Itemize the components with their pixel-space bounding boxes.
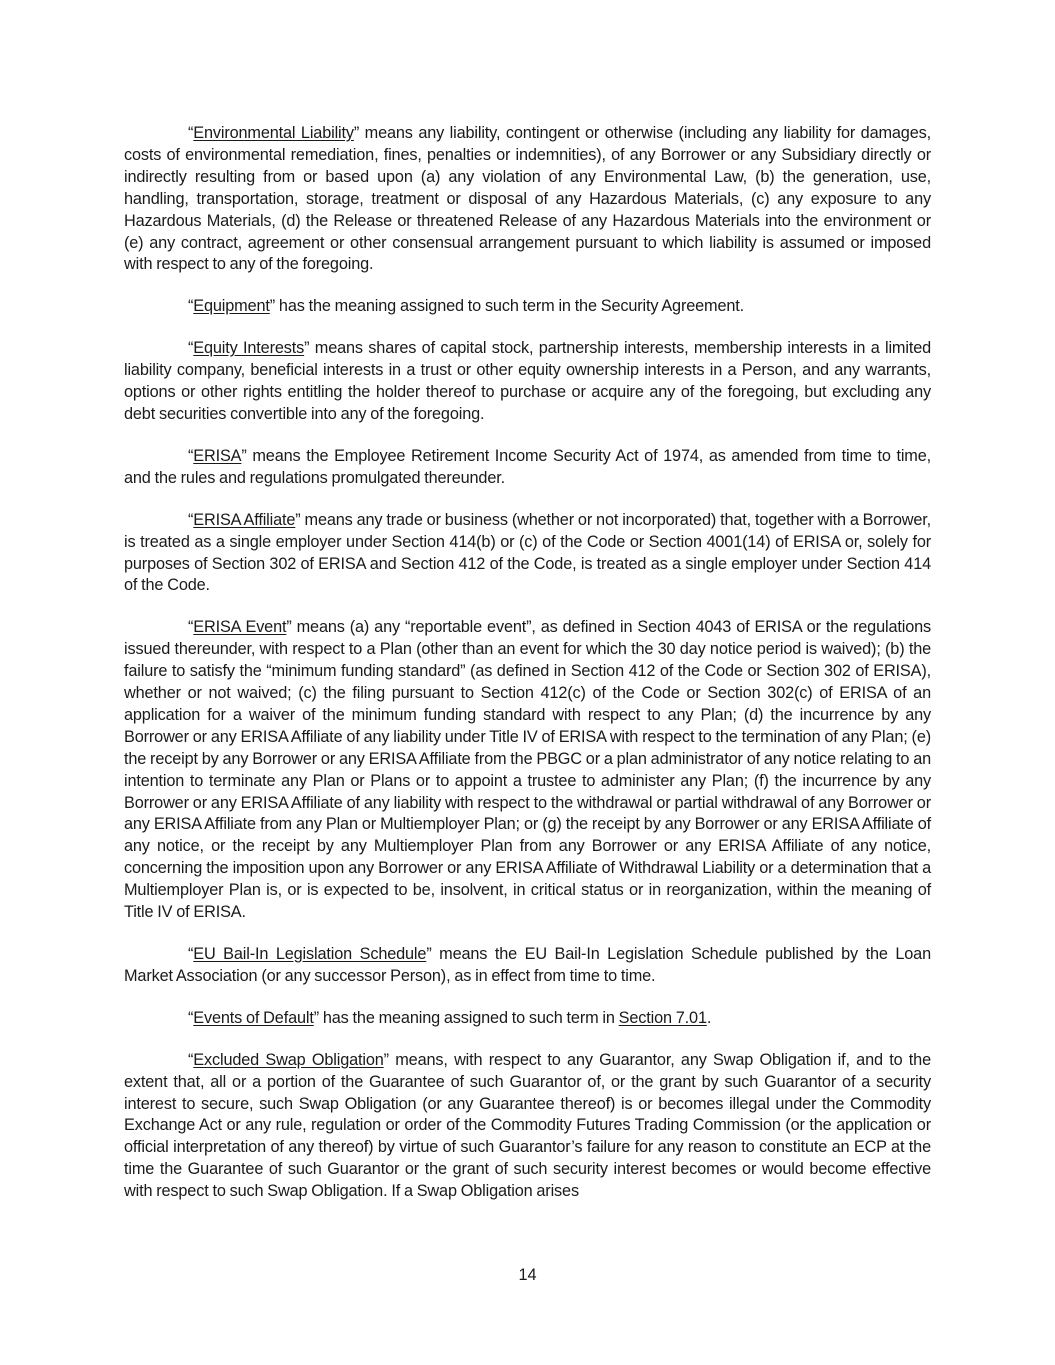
close-quote: ”: [286, 618, 292, 637]
section-reference-link[interactable]: Section 7.01: [618, 1008, 707, 1027]
definition-erisa-affiliate: [124, 510, 931, 598]
definition-erisa: [124, 446, 931, 490]
close-quote: ”: [241, 446, 247, 465]
definition-eu-bail-in-legislation-schedule: [124, 944, 931, 988]
close-quote: ”: [269, 297, 276, 316]
open-quote: “: [188, 1008, 194, 1027]
document-page: [124, 123, 931, 1223]
definition-erisa-event: [124, 617, 931, 924]
defined-term: Events of Default: [193, 1008, 314, 1027]
definition-text: has the meaning assigned to such term in the Security Agreement.: [275, 297, 744, 316]
close-quote: ”: [426, 945, 432, 963]
definition-equity-interests: [124, 338, 931, 426]
definition-text-end: .: [706, 1008, 712, 1027]
definition-text: means any trade or business (whether or not incorporated) that, together with a Borrower, is treated as a single employer under Section 414(b) or (c) of the Code or Section 4001(14) of ERISA or, solely for purposes of Section 302 of ERISA and Section 412 of the Code, is treated as a single employer under Section 414 of the Code.: [124, 510, 931, 595]
definition-text: means the Employee Retirement Income Security Act of 1974, as amended from time to time, and the rules and regulations promulgated thereunder.: [124, 446, 931, 487]
definition-events-of-default: [124, 1008, 931, 1030]
open-quote: “: [188, 510, 194, 529]
defined-term: ERISA Event: [193, 618, 287, 637]
close-quote: ”: [383, 1050, 389, 1069]
definition-excluded-swap-obligation: [124, 1050, 931, 1203]
close-quote: ”: [353, 124, 360, 142]
open-quote: “: [188, 446, 194, 465]
open-quote: “: [188, 1050, 194, 1069]
definition-environmental-liability: [124, 123, 931, 276]
close-quote: ”: [313, 1008, 319, 1027]
defined-term: ERISA: [193, 446, 242, 465]
definition-text: has the meaning assigned to such term in: [319, 1008, 619, 1027]
page-number: 14: [518, 1266, 537, 1284]
definition-equipment: [124, 296, 931, 318]
defined-term: EU Bail-In Legislation Schedule: [193, 945, 427, 963]
open-quote: “: [188, 618, 194, 637]
open-quote: “: [188, 339, 194, 358]
definition-text: means the EU Bail-In Legislation Schedule published by the Loan Market Association (or any successor Person), as in effect from time to time.: [124, 945, 931, 985]
definition-text: means any liability, contingent or otherwise (including any liability for damages, costs of environmental remediation, fines, penalties or indemnities), of any Borrower or any Subsidiary directly or indirectly resulting from or based upon (a) any violation of any Environmental Law, (b) the generation, use, handling, transportation, storage, treatment or disposal of any Hazardous Materials, (c) any exposure to any Hazardous Materials, (d) the Release or threatened Release of any Hazardous Materials into the environment or (e) any contract, agreement or other consensual arrangement pursuant to which liability is assumed or imposed with respect to any of the foregoing.: [124, 124, 931, 274]
defined-term: Environmental Liability: [193, 124, 354, 142]
defined-term: Excluded Swap Obligation: [193, 1050, 384, 1069]
open-quote: “: [188, 124, 194, 142]
defined-term: Equity Interests: [193, 339, 305, 358]
defined-term: Equipment: [193, 297, 270, 316]
open-quote: “: [188, 297, 194, 316]
definition-text: means, with respect to any Guarantor, any Swap Obligation if, and to the extent that, all or a portion of the Guarantee of such Guarantor of, or the grant by such Guarantor of a security interest to secure, such Swap Obligation (or any Guarantee thereof) is or becomes illegal under the Commodity Exchange Act or any rule, regulation or order of the Commodity Futures Trading Commission (or the application or official interpretation of any thereof) by virtue of such Guarantor’s failure for any reason to constitute an ECP at the time the Guarantee of such Guarantor or the grant of such security interest becomes or would become effective with respect to such Swap Obligation. If a Swap Obligation arises: [124, 1050, 931, 1201]
definition-text: means (a) any “reportable event”, as defined in Section 4043 of ERISA or the regulations issued thereunder, with respect to a Plan (other than an event for which the 30 day notice period is waived); (b) the failure to satisfy the “minimum funding standard” (as defined in Section 412 of the Code or Section 302 of ERISA), whether or not waived; (c) the filing pursuant to Section 412(c) of the Code or Section 302(c) of ERISA of an application for a waiver of the minimum funding standard with respect to any Plan; (d) the incurrence by any Borrower or any ERISA Affiliate of any liability under Title IV of ERISA with respect to the termination of any Plan; (e) the receipt by any Borrower or any ERISA Affiliate from the PBGC or a plan administrator of any notice relating to an intention to terminate any Plan or Plans or to appoint a trustee to administer any Plan; (f) the incurrence by any Borrower or any ERISA Affiliate of any liability with respect to the withdrawal or partial withdrawal of any Borrower or any ERISA Affiliate from any Plan or Multiemployer Plan; or (g) the receipt by any Borrower or any ERISA Affiliate of any notice, or the receipt by any Multiemployer Plan from any Borrower or any ERISA Affiliate of any notice, concerning the imposition upon any Borrower or any ERISA Affiliate of Withdrawal Liability or a determination that a Multiemployer Plan is, or is expected to be, insolvent, in critical status or in reorganization, within the meaning of Title IV of ERISA.: [124, 618, 932, 922]
close-quote: ”: [295, 510, 301, 529]
close-quote: ”: [304, 339, 310, 358]
defined-term: ERISA Affiliate: [193, 510, 296, 529]
open-quote: “: [188, 945, 194, 963]
definition-text: means shares of capital stock, partnership interests, membership interests in a limited liability company, beneficial interests in a trust or other equity ownership interests in a Person, and any warrants, options or other rights entitling the holder thereof to purchase or acquire any of the foregoing, but excluding any debt securities convertible into any of the foregoing.: [124, 339, 931, 423]
